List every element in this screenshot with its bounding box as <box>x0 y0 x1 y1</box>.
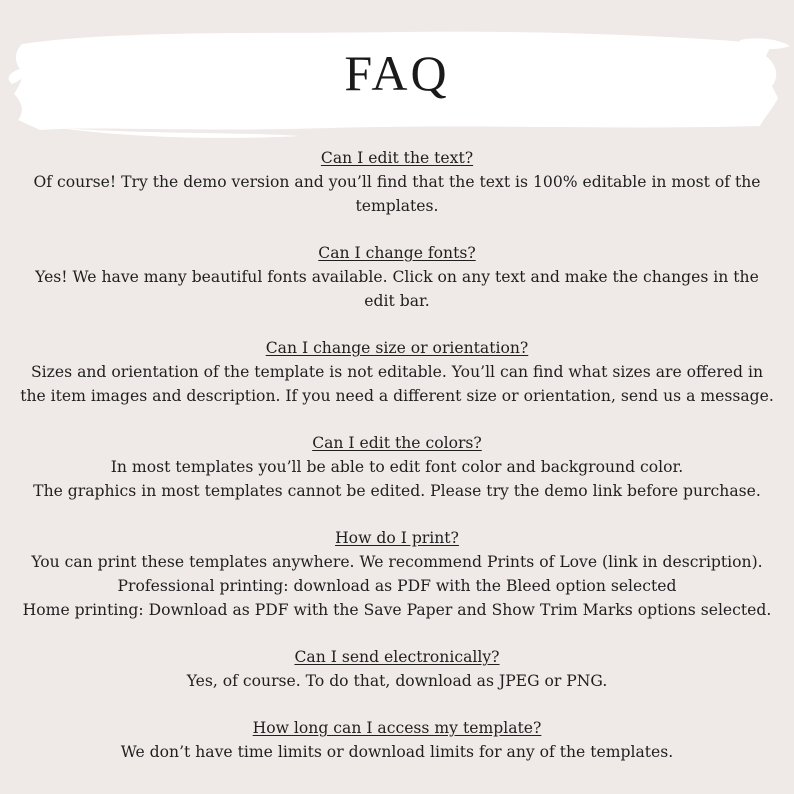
faq-question: How long can I access my template? <box>252 719 542 737</box>
faq-question: Can I edit the text? <box>320 149 474 167</box>
faq-item <box>0 716 794 764</box>
faq-item <box>0 526 794 622</box>
faq-answer-line: Professional printing: download as PDF with the Bleed option selected <box>117 577 677 595</box>
faq-answer-line: The graphics in most templates cannot be edited. Please try the demo link before purchase. <box>33 482 761 500</box>
faq-answer-line: We don’t have time limits or download limits for any of the templates. <box>120 743 674 761</box>
faq-item <box>0 645 794 693</box>
page-title: FAQ <box>344 45 450 101</box>
faq-answer-line: templates. <box>355 197 439 215</box>
faq-answer-line: In most templates you’ll be able to edit font color and background color. <box>110 458 684 476</box>
faq-answer-line: Home printing: Download as PDF with the Save Paper and Show Trim Marks options selected. <box>22 601 772 619</box>
faq-answer-line: edit bar. <box>364 292 430 310</box>
faq-answer-line: You can print these templates anywhere. We recommend Prints of Love (link in description). <box>31 553 763 571</box>
faq-answer-line: Sizes and orientation of the template is not editable. You’ll can find what sizes are offered in <box>31 363 763 381</box>
faq-answer-line: the item images and description. If you need a different size or orientation, send us a message. <box>20 387 774 405</box>
faq-question: Can I edit the colors? <box>312 434 482 452</box>
faq-item <box>0 431 794 503</box>
faq-item <box>0 146 794 218</box>
faq-question: Can I change size or orientation? <box>265 339 529 357</box>
faq-question: Can I send electronically? <box>294 648 500 666</box>
faq-question: How do I print? <box>335 529 459 547</box>
faq-answer-line: Of course! Try the demo version and you’ll find that the text is 100% editable in most of the <box>33 173 761 191</box>
faq-answer-line: Yes, of course. To do that, download as JPEG or PNG. <box>186 672 608 690</box>
faq-answer-line: Yes! We have many beautiful fonts available. Click on any text and make the changes in the <box>35 268 759 286</box>
faq-item <box>0 336 794 408</box>
faq-list <box>0 146 794 787</box>
faq-question: Can I change fonts? <box>318 244 476 262</box>
faq-item <box>0 241 794 313</box>
